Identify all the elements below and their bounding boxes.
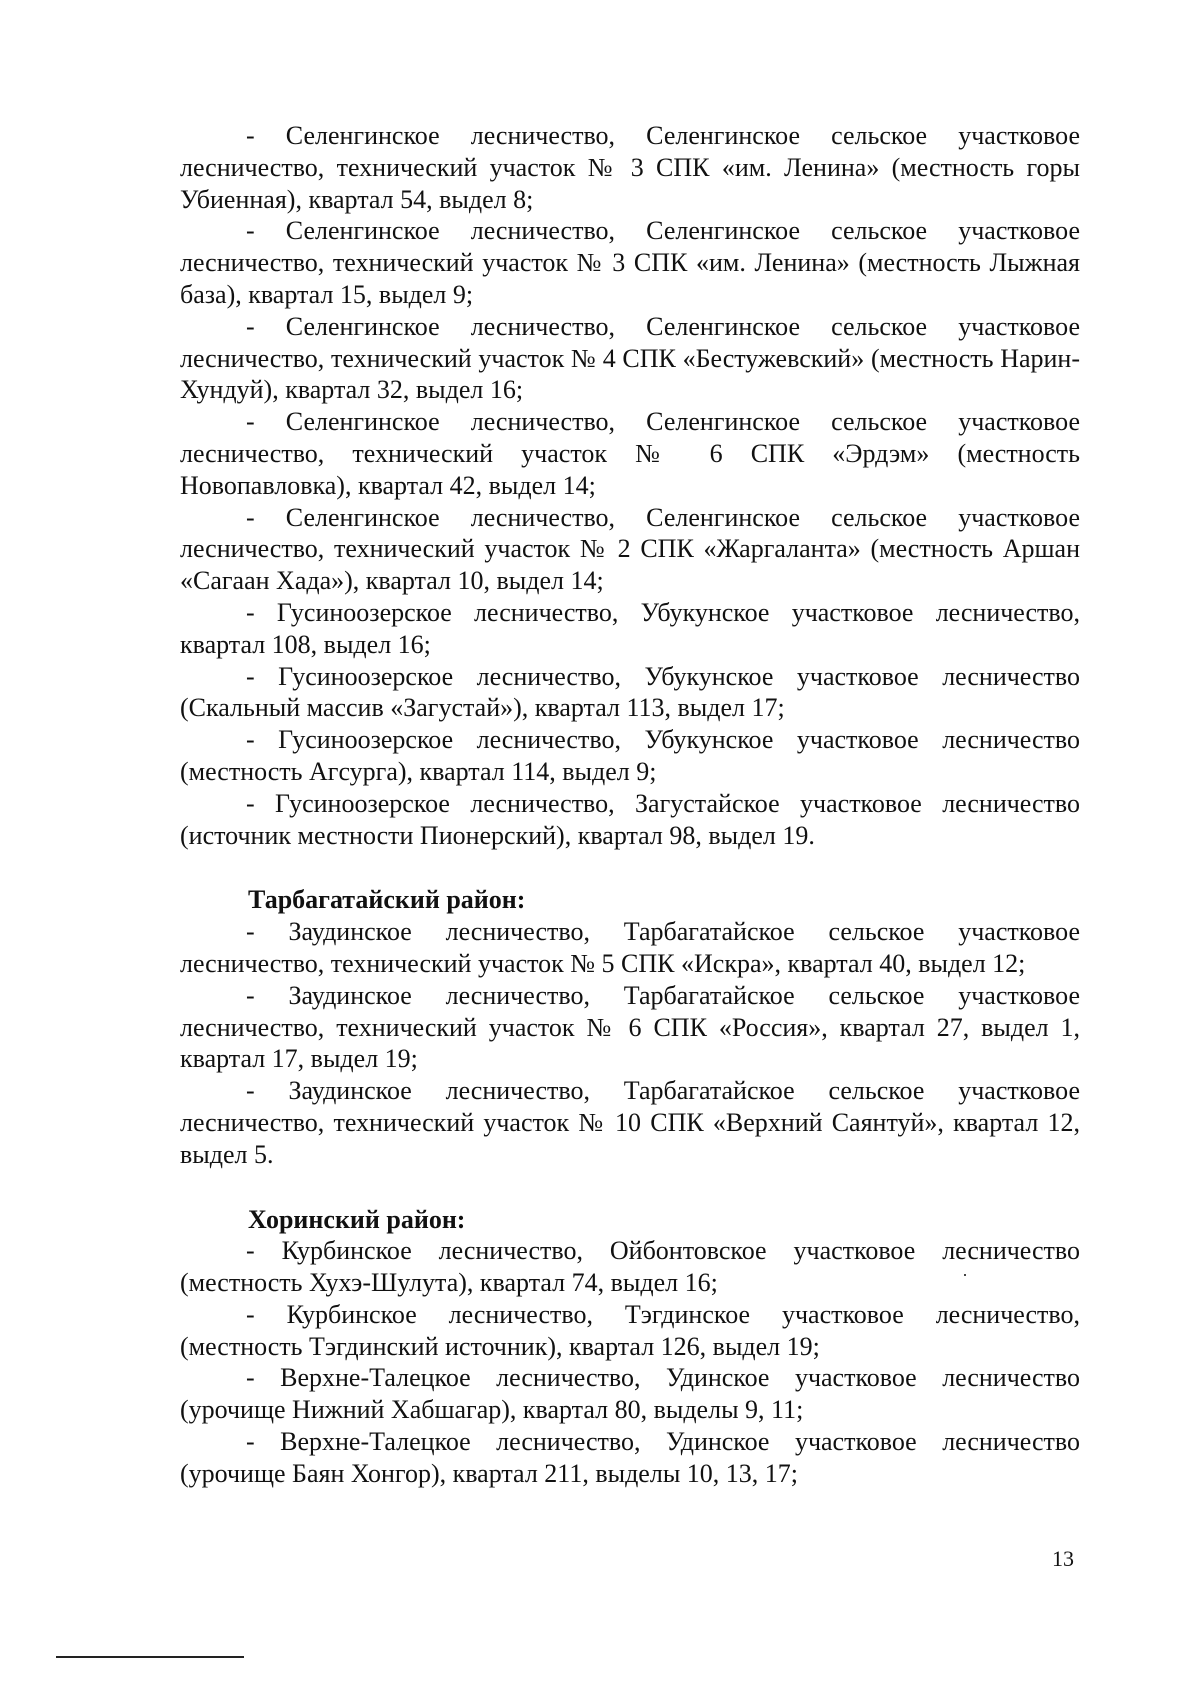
list-item: - Селенгинское лесничество, Селенгинское сельское участковое лесничество, технический участок № 6 СПК «Эрдэм» (местность Новопавловка), квартал 42, выдел 14; [180,407,1080,500]
list-item: - Курбинское лесничество, Тэгдинское участковое лесничество, (местность Тэгдинский источник), квартал 126, выдел 19; [180,1299,1080,1361]
scan-speck [964,1274,966,1276]
list-item: - Селенгинское лесничество, Селенгинское сельское участковое лесничество, технический участок № 3 СПК «им. Ленина» (местность горы Убиенная), квартал 54, выдел 8; [180,121,1080,214]
list-item: - Заудинское лесничество, Тарбагатайское сельское участковое лесничество, технический участок № 10 СПК «Верхний Саянтуй», квартал 12, выдел 5. [180,1076,1080,1169]
section-khorinsk [180,1204,1080,1490]
intro-list [180,120,1080,851]
list-item: - Гусиноозерское лесничество, Убукунское участковое лесничество, квартал 108, выдел 16; [180,597,1080,659]
document-body [180,120,1080,1490]
list-item: - Селенгинское лесничество, Селенгинское сельское участковое лесничество, технический участок № 3 СПК «им. Ленина» (местность Лыжная база), квартал 15, выдел 9; [180,216,1080,309]
list-item: - Верхне-Талецкое лесничество, Удинское участковое лесничество (урочище Нижний Хабшагар), квартал 80, выделы 9, 11; [180,1363,1080,1425]
footnote-rule [56,1656,244,1658]
list-item: - Гусиноозерское лесничество, Загустайское участковое лесничество (источник местности Пионерский), квартал 98, выдел 19. [180,788,1080,850]
list-item: - Селенгинское лесничество, Селенгинское сельское участковое лесничество, технический участок № 2 СПК «Жаргаланта» (местность Аршан «Сагаан Хада»), квартал 10, выдел 14; [180,502,1080,596]
list-item: - Заудинское лесничество, Тарбагатайское сельское участковое лесничество, технический участок № 6 СПК «Россия», квартал 27, выдел 1, квартал 17, выдел 19; [180,980,1080,1074]
page-number: 13 [1052,1546,1074,1571]
section-heading: Хоринский район: [248,1204,466,1234]
list-item: - Верхне-Талецкое лесничество, Удинское участковое лесничество (урочище Баян Хонгор), квартал 211, выделы 10, 13, 17; [180,1427,1080,1488]
list-item: - Селенгинское лесничество, Селенгинское сельское участковое лесничество, технический участок № 4 СПК «Бестужевский» (местность Нарин-Хундуй), квартал 32, выдел 16; [180,311,1080,405]
section-tarbagatai [180,884,1080,1170]
list-item: - Курбинское лесничество, Ойбонтовское участковое лесничество (местность Хухэ-Шулута), квартал 74, выдел 16; [180,1236,1080,1298]
list-item: - Гусиноозерское лесничество, Убукунское участковое лесничество (местность Агсурга), квартал 114, выдел 9; [180,725,1080,786]
section-heading: Тарбагатайский район: [248,885,526,915]
list-item: - Гусиноозерское лесничество, Убукунское участковое лесничество (Скальный массив «Загустай»), квартал 113, выдел 17; [180,661,1080,723]
list-item: - Заудинское лесничество, Тарбагатайское сельское участковое лесничество, технический участок № 5 СПК «Искра», квартал 40, выдел 12; [180,917,1080,978]
